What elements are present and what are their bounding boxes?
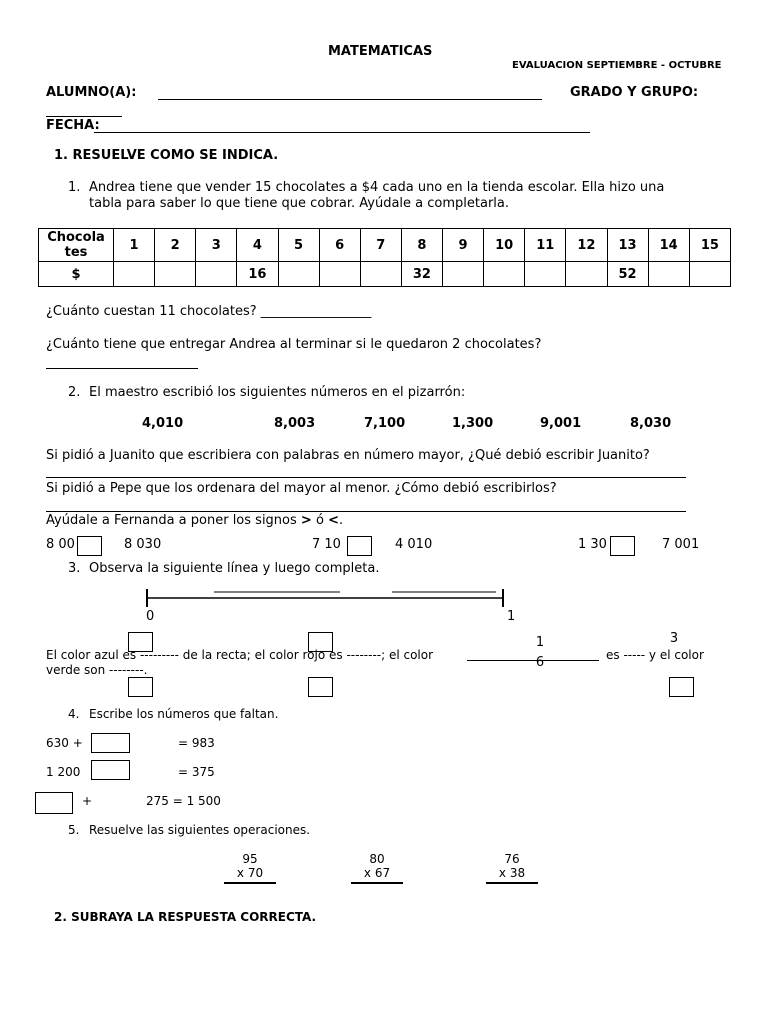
signs-end: . [338, 513, 344, 528]
q4-row3-right: 275 = 1 500 [146, 794, 221, 808]
number-line-label-start: 0 [146, 609, 155, 624]
table-cell-qty: 12 [566, 229, 607, 262]
comparison-right: 8 030 [124, 537, 162, 552]
q4-number: 4. [68, 707, 80, 721]
q4-row1-left: 630 + [46, 736, 83, 750]
number-item: 4,010 [142, 416, 184, 431]
multiplication-operation [486, 852, 538, 884]
operation-top: 80 [369, 852, 385, 866]
table-cell-price[interactable] [689, 262, 730, 287]
color-box-green[interactable] [669, 677, 694, 697]
number-item: 7,100 [364, 416, 406, 431]
number-item: 8,003 [274, 416, 316, 431]
table-cell-qty: 6 [319, 229, 360, 262]
table-cell-qty: 10 [484, 229, 525, 262]
student-label: ALUMNO(A): [46, 85, 137, 100]
table-cell-price[interactable] [278, 262, 319, 287]
q2-number: 2. [68, 385, 81, 400]
q3-sentence-part2: es ----- y el color [606, 648, 704, 662]
chocolate-price-table [38, 228, 731, 287]
multiplication-operation [224, 852, 276, 884]
page-subtitle: EVALUACION SEPTIEMBRE - OCTUBRE [512, 60, 722, 71]
section1-heading: 1. RESUELVE COMO SE INDICA. [54, 148, 279, 163]
table-cell-price[interactable] [525, 262, 566, 287]
date-label: FECHA: [46, 118, 100, 133]
number-line [140, 585, 512, 611]
q2-text: El maestro escribió los siguientes números en el pizarrón: [89, 385, 466, 400]
q3-sentence-part3: verde son --------. [46, 663, 148, 677]
greater-than-sign: > [300, 513, 312, 528]
missing-number-box[interactable] [35, 792, 73, 814]
table-cell-qty: 11 [525, 229, 566, 262]
color-box-red-answer[interactable] [308, 677, 333, 697]
table-row-chocolates [39, 229, 731, 262]
table-cell-qty: 13 [607, 229, 648, 262]
comparison-left: 1 30 [578, 537, 607, 552]
table-cell-qty: 4 [237, 229, 278, 262]
table-cell-price[interactable] [484, 262, 525, 287]
table-cell-qty: 3 [196, 229, 237, 262]
color-box-blue-answer[interactable] [128, 677, 153, 697]
q3-number: 3. [68, 561, 81, 576]
table-cell-price[interactable] [648, 262, 689, 287]
table-header-price: $ [39, 262, 114, 287]
number-item: 8,030 [630, 416, 672, 431]
number-item: 9,001 [540, 416, 582, 431]
comparison-right: 4 010 [395, 537, 433, 552]
table-cell-qty: 1 [114, 229, 155, 262]
operation-bottom: x 38 [486, 866, 538, 884]
table-cell-price[interactable] [319, 262, 360, 287]
comparison-right: 7 001 [662, 537, 700, 552]
table-cell-price[interactable] [443, 262, 484, 287]
student-name-line[interactable] [158, 99, 542, 100]
q4-row1-right: = 983 [178, 736, 215, 750]
missing-number-box[interactable] [91, 760, 130, 780]
table-cell-price[interactable] [360, 262, 401, 287]
fraction-a-numerator: 1 [535, 635, 545, 650]
table-cell-price: 32 [401, 262, 442, 287]
table-cell-price[interactable] [196, 262, 237, 287]
q2-answer-line-a[interactable] [46, 477, 686, 478]
table-row-prices [39, 262, 731, 287]
operation-bottom: x 67 [351, 866, 403, 884]
table-header-chocolates [39, 229, 114, 262]
comparison-answer-box[interactable] [347, 536, 372, 556]
comparison-left: 7 10 [312, 537, 341, 552]
q5-number: 5. [68, 823, 80, 837]
table-cell-price[interactable] [155, 262, 196, 287]
table-cell-qty: 14 [648, 229, 689, 262]
table-cell-qty: 9 [443, 229, 484, 262]
missing-number-box[interactable] [91, 733, 130, 753]
table-header-line2: tes [64, 245, 88, 260]
q1-number: 1. [68, 180, 81, 195]
q2-signs-instruction [46, 513, 343, 528]
table-cell-qty: 8 [401, 229, 442, 262]
q3-text: Observa la siguiente línea y luego completa. [89, 561, 380, 576]
multiplication-operation [351, 852, 403, 884]
table-cell-price: 52 [607, 262, 648, 287]
fraction-b-numerator: 3 [669, 631, 679, 646]
number-line-label-end: 1 [507, 609, 516, 624]
date-line[interactable] [94, 132, 590, 133]
q4-text: Escribe los números que faltan. [89, 707, 279, 721]
table-cell-qty: 7 [360, 229, 401, 262]
table-cell-qty: 15 [689, 229, 730, 262]
section2-heading: 2. SUBRAYA LA RESPUESTA CORRECTA. [54, 910, 317, 924]
q3-sentence-part1: El color azul es --------- de la recta; el color rojo es --------; el color [46, 648, 434, 662]
table-cell-qty: 2 [155, 229, 196, 262]
q1-question-b: ¿Cuánto tiene que entregar Andrea al terminar si le quedaron 2 chocolates? [46, 337, 542, 352]
signs-prefix: Ayúdale a Fernanda a poner los signos [46, 513, 297, 528]
operation-top: 95 [242, 852, 258, 866]
q1-text-line1: Andrea tiene que vender 15 chocolates a $4 cada uno en la tienda escolar. Ella hizo una [89, 180, 665, 195]
less-than-sign: < [328, 513, 339, 528]
table-cell-price[interactable] [114, 262, 155, 287]
q2-question-a: Si pidió a Juanito que escribiera con palabras en número mayor, ¿Qué debió escribir Juanito? [46, 448, 650, 463]
operation-bottom: x 70 [224, 866, 276, 884]
table-cell-price[interactable] [566, 262, 607, 287]
grade-label: GRADO Y GRUPO: [570, 85, 699, 100]
q1-answer-line[interactable] [46, 368, 198, 369]
q2-answer-line-b[interactable] [46, 511, 686, 512]
comparison-left: 8 00 [46, 537, 75, 552]
signs-or: ó [315, 513, 324, 528]
q4-row2-left: 1 200 [46, 765, 81, 779]
q1-text-line2: tabla para saber lo que tiene que cobrar. Ayúdale a completarla. [89, 196, 509, 211]
q4-row2-right: = 375 [178, 765, 215, 779]
grade-line[interactable] [46, 116, 122, 117]
comparison-answer-box[interactable] [77, 536, 102, 556]
q1-question-a: ¿Cuánto cuestan 11 chocolates? _________________ [46, 304, 372, 319]
table-cell-qty: 5 [278, 229, 319, 262]
fraction-a-denominator: 6 [535, 655, 545, 670]
page-title: MATEMATICAS [328, 44, 433, 59]
comparison-answer-box[interactable] [610, 536, 635, 556]
number-item: 1,300 [452, 416, 494, 431]
q4-row3-plus: + [82, 794, 93, 808]
operation-top: 76 [504, 852, 520, 866]
table-header-line1: Chocola [47, 230, 105, 245]
q2-question-b: Si pidió a Pepe que los ordenara del mayor al menor. ¿Cómo debió escribirlos? [46, 481, 557, 496]
q5-text: Resuelve las siguientes operaciones. [89, 823, 311, 837]
table-cell-price: 16 [237, 262, 278, 287]
